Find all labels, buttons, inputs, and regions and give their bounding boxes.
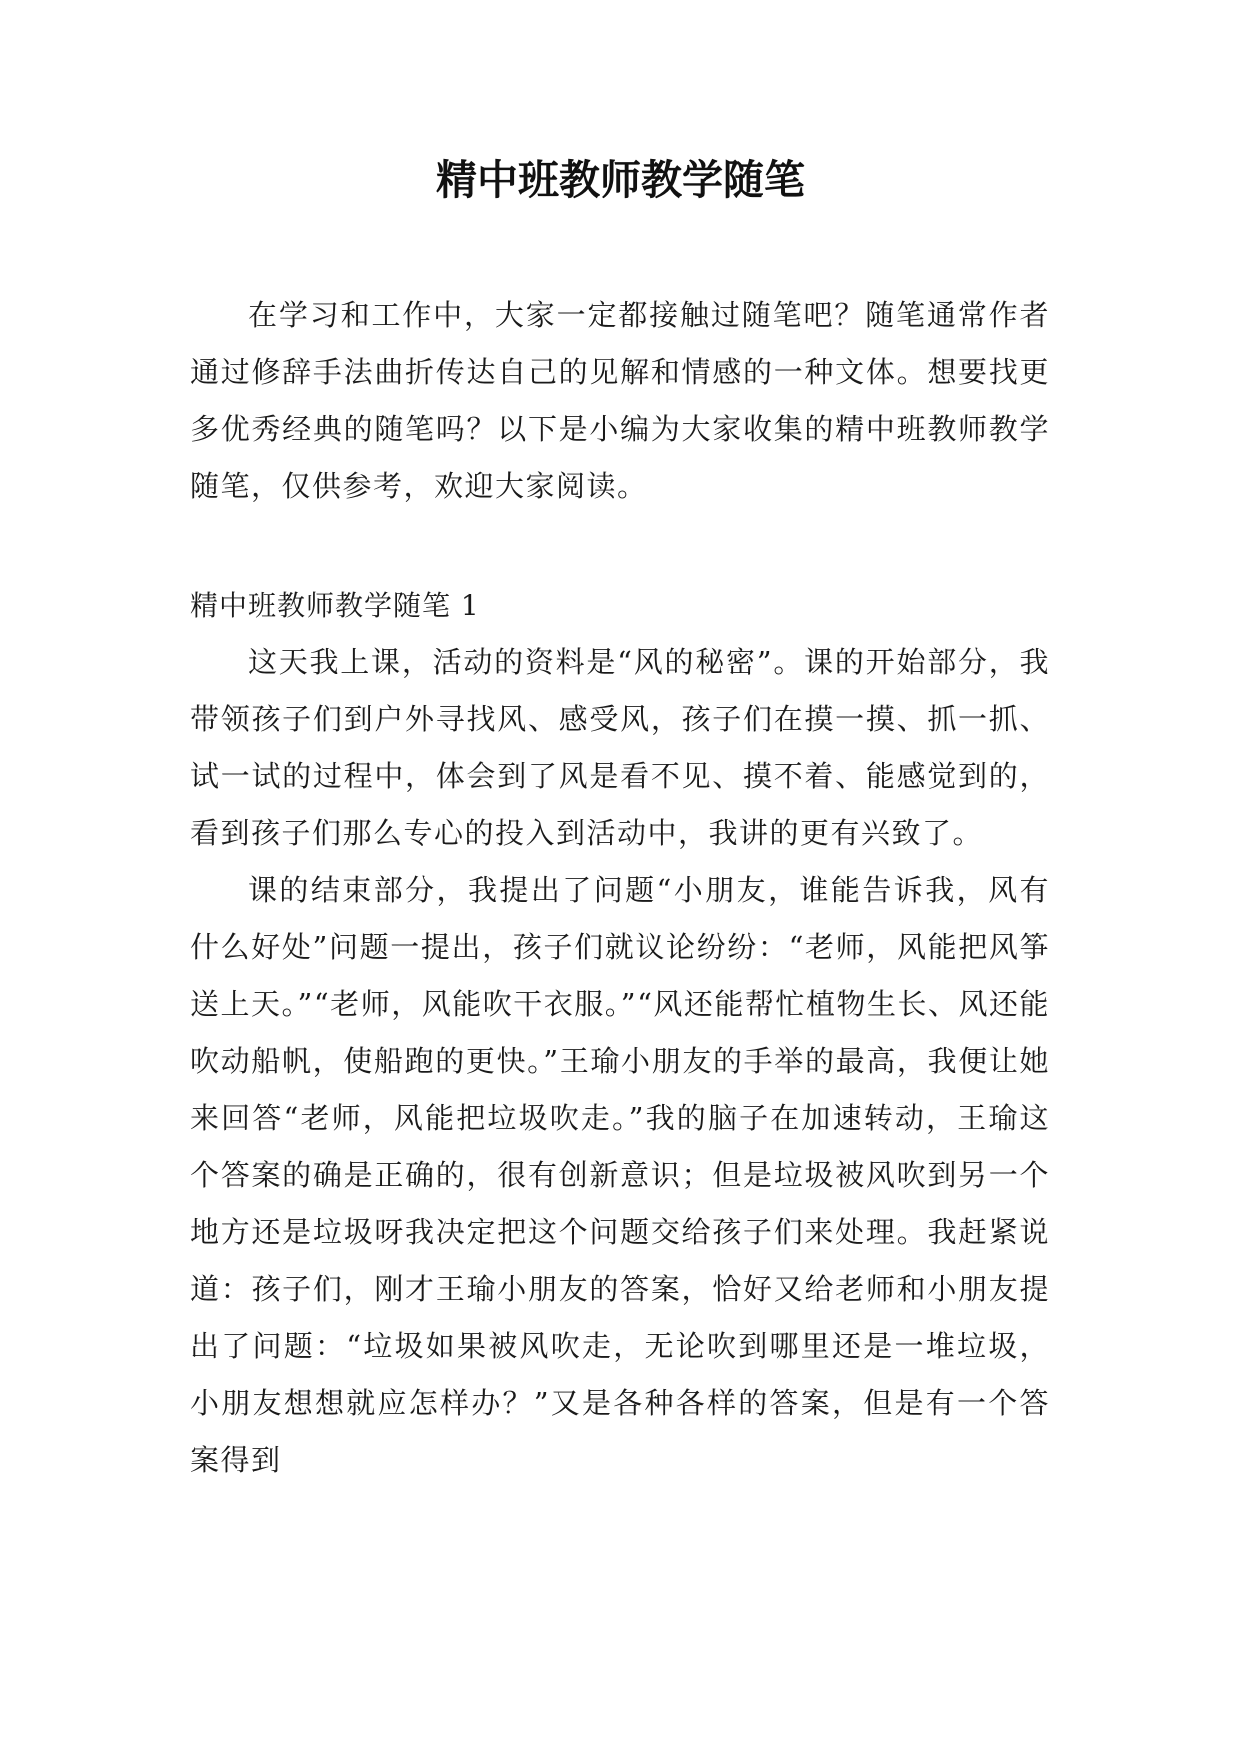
document-title: 精中班教师教学随笔 bbox=[436, 156, 805, 204]
intro-paragraph: 在学习和工作中，大家一定都接触过随笔吧？随笔通常作者通过修辞手法曲折传达自己的见解和情感的一种文体。想要找更多优秀经典的随笔吗？以下是小编为大家收集的精中班教师教学随笔，仅供参考，欢迎大家阅读。 bbox=[190, 298, 1050, 503]
section-heading: 精中班教师教学随笔 1 bbox=[190, 589, 480, 622]
body-paragraph: 课的结束部分，我提出了问题“小朋友，谁能告诉我，风有什么好处”问题一提出，孩子们就议论纷纷：“老师，风能把风筝送上天。”“老师，风能吹干衣服。”“风还能帮忙植物生长、风还能吹动船帆，使船跑的更快。”王瑜小朋友的手举的最高，我便让她来回答“老师，风能把垃圾吹走。”我的脑子在加速转动，王瑜这个答案的确是正确的，很有创新意识；但是垃圾被风吹到另一个地方还是垃圾呀我决定把这个问题交给孩子们来处理。我赶紧说道：孩子们，刚才王瑜小朋友的答案，恰好又给老师和小朋友提出了问题：“垃圾如果被风吹走，无论吹到哪里还是一堆垃圾，小朋友想想就应怎样办？”又是各种各样的答案，但是有一个答案得到 bbox=[190, 873, 1050, 1477]
body-paragraph: 这天我上课，活动的资料是“风的秘密”。课的开始部分，我带领孩子们到户外寻找风、感受风，孩子们在摸一摸、抓一抓、试一试的过程中，体会到了风是看不见、摸不着、能感觉到的，看到孩子们那么专心的投入到活动中，我讲的更有兴致了。 bbox=[190, 645, 1050, 850]
intro-section bbox=[190, 287, 1050, 515]
essay-section-1 bbox=[190, 577, 1050, 1489]
